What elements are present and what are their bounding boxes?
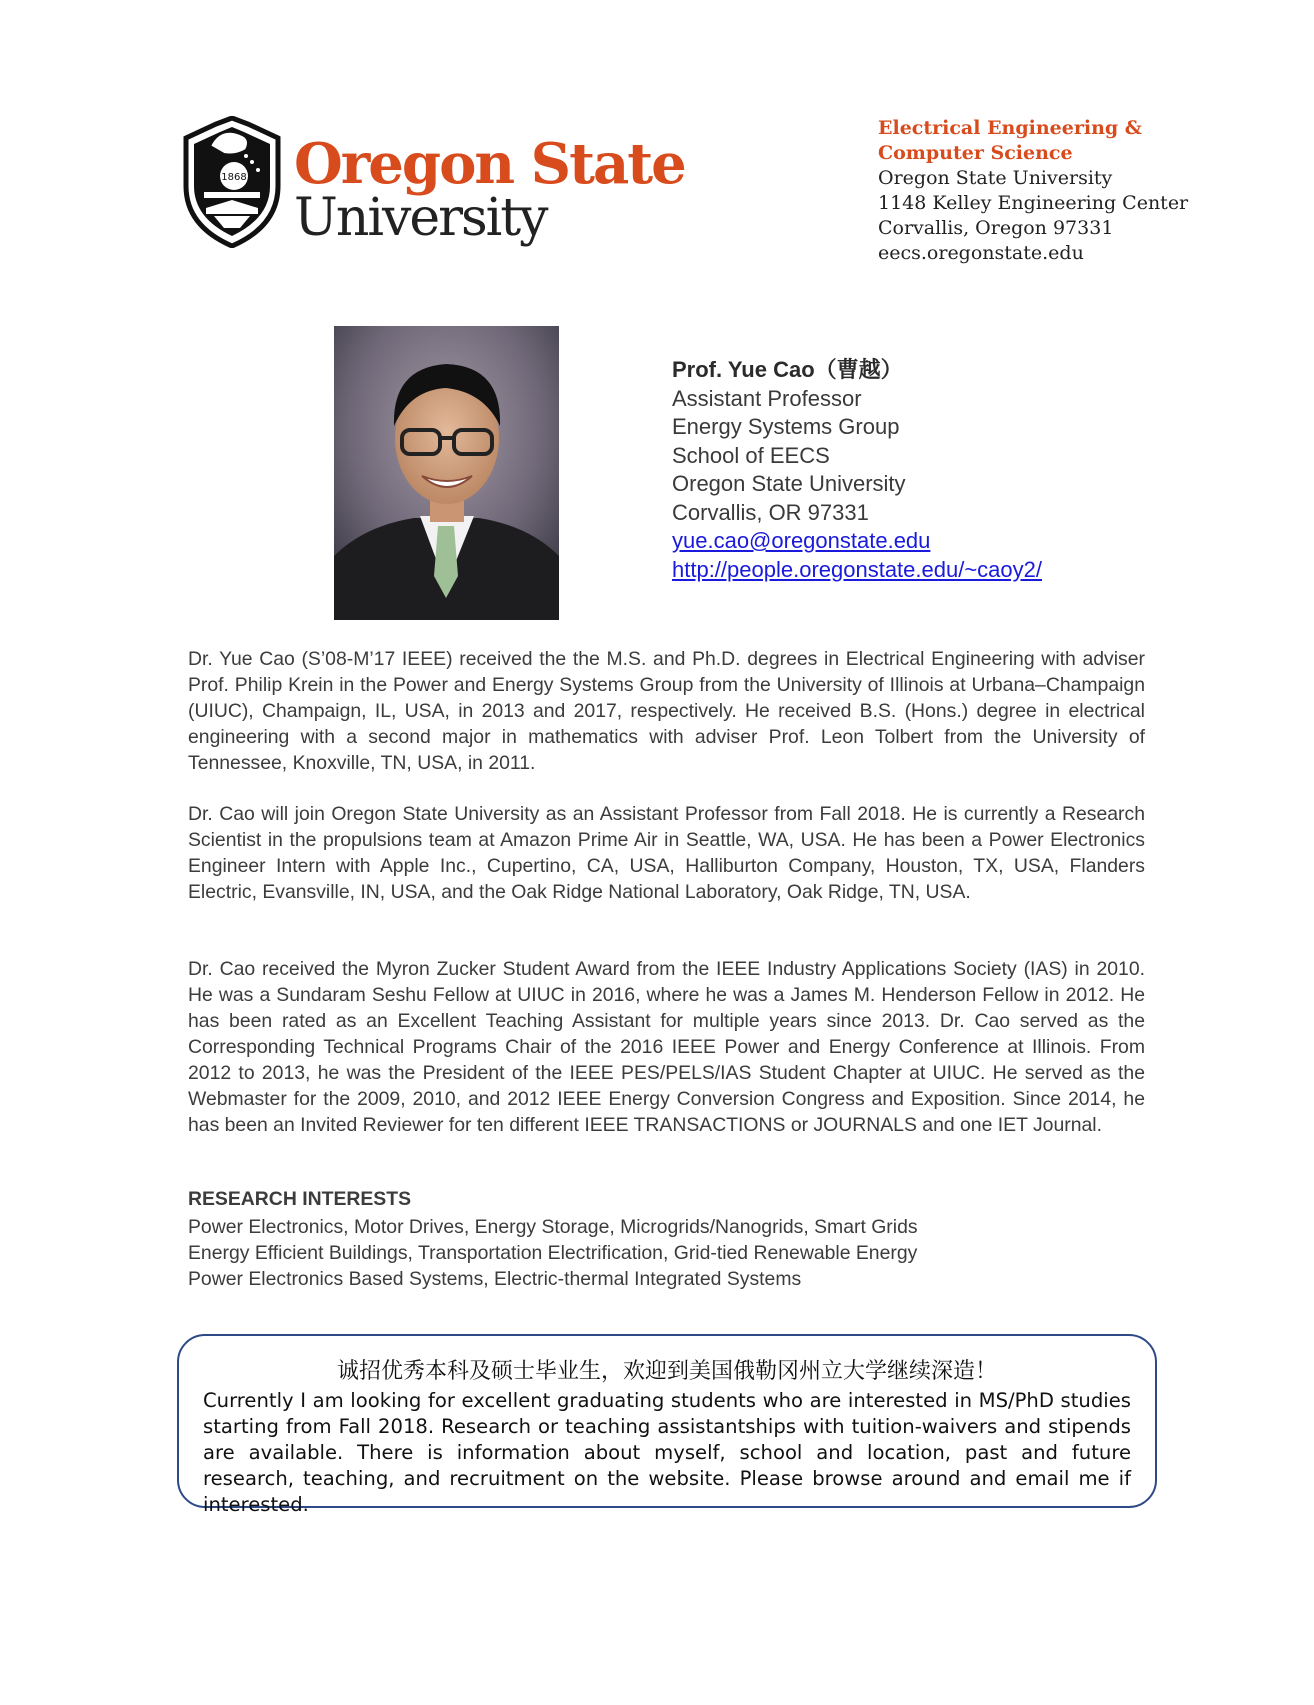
contact-university: Oregon State University [672,471,906,496]
contact-city: Corvallis, OR 97331 [672,499,869,525]
address-line-1: Oregon State University [878,167,1113,189]
email-link[interactable]: yue.cao@oregonstate.edu [672,528,931,553]
portrait-photo [334,326,559,620]
research-interest-line: Power Electronics Based Systems, Electric-thermal Integrated Systems [188,1268,802,1290]
department-name-line-2: Computer Science [878,142,1073,164]
research-interest-line: Energy Efficient Buildings, Transportation Electrification, Grid-tied Renewable Energy [188,1242,918,1264]
logo-university: University [294,188,547,248]
address-line-2: 1148 Kelley Engineering Center [878,192,1189,214]
website-link[interactable]: http://people.oregonstate.edu/~caoy2/ [672,556,1043,582]
bio-paragraph-education: Dr. Yue Cao (S’08-M’17 IEEE) received the the M.S. and Ph.D. degrees in Electrical Engineering with adviser Prof. Philip Krein in the Power and Energy Systems Group from the University of Illinois at Urbana–Champaign (UIUC), Champaign, IL, USA, in 2013 and 2017, respectively. He received B.S. (Hons.) degree in electrical engineering with a second major in mathematics with adviser Prof. Leon Tolbert from the University of Tennessee, Knoxville, TN, USA, in 2011. [188,648,1145,774]
research-interests-list [188,1214,918,1292]
department-name-line-1: Electrical Engineering & [878,117,1142,139]
recruitment-box [177,1334,1157,1516]
department-website[interactable]: eecs.oregonstate.edu [878,242,1084,264]
professor-name: Prof. Yue Cao（曹越） [672,357,903,382]
beaver-seal-icon [180,116,284,248]
contact-school: School of EECS [672,442,830,468]
research-interests-heading: RESEARCH INTERESTS [188,1188,412,1210]
address-line-3: Corvallis, Oregon 97331 [878,217,1114,239]
recruitment-english: Currently I am looking for excellent graduating students who are interested in MS/PhD studies starting from Fall 2018. Research or teaching assistantships with tuition-waivers and stipends are available. There is information about myself, school and location, past and future research, teaching, and recruitment on the website. Please browse around and email me if interested. [203,1389,1131,1516]
recruitment-chinese: 诚招优秀本科及硕士毕业生，欢迎到美国俄勒冈州立大学继续深造！ [336,1359,997,1384]
bio-paragraph-awards: Dr. Cao received the Myron Zucker Student Award from the IEEE Industry Applications Society (IAS) in 2010. He was a Sundaram Seshu Fellow at UIUC in 2016, where he was a James M. Henderson Fellow in 2012. He has been rated as an Excellent Teaching Assistant for multiple years since 2013. Dr. Cao served as the Corresponding Technical Programs Chair of the 2016 IEEE Power and Energy Conference at Illinois. From 2012 to 2013, he was the President of the IEEE PES/PELS/IAS Student Chapter at UIUC. He served as the Webmaster for the 2009, 2010, and 2012 IEEE Energy Conversion Congress and Exposition. Since 2014, he has been an Invited Reviewer for ten different IEEE TRANSACTIONS or JOURNALS and one IET Journal. [188,958,1145,1136]
logo-oregon-state: Oregon State [294,131,685,197]
bio-paragraph-experience: Dr. Cao will join Oregon State University as an Assistant Professor from Fall 2018. He is currently a Research Scientist in the propulsions team at Amazon Prime Air in Seattle, WA, USA. He has been a Power Electronics Engineer Intern with Apple Inc., Cupertino, CA, USA, Halliburton Company, Houston, TX, USA, Flanders Electric, Evansville, IN, USA, and the Oak Ridge National Laboratory, Oak Ridge, TN, USA. [188,803,1145,903]
contact-group: Energy Systems Group [672,414,900,439]
contact-title: Assistant Professor [672,385,862,411]
contact-info [672,356,1042,584]
department-address [878,116,1188,266]
seal-year: 1868 [221,172,247,183]
osu-logo [180,116,685,256]
research-interest-line: Power Electronics, Motor Drives, Energy Storage, Microgrids/Nanogrids, Smart Grids [188,1216,918,1238]
